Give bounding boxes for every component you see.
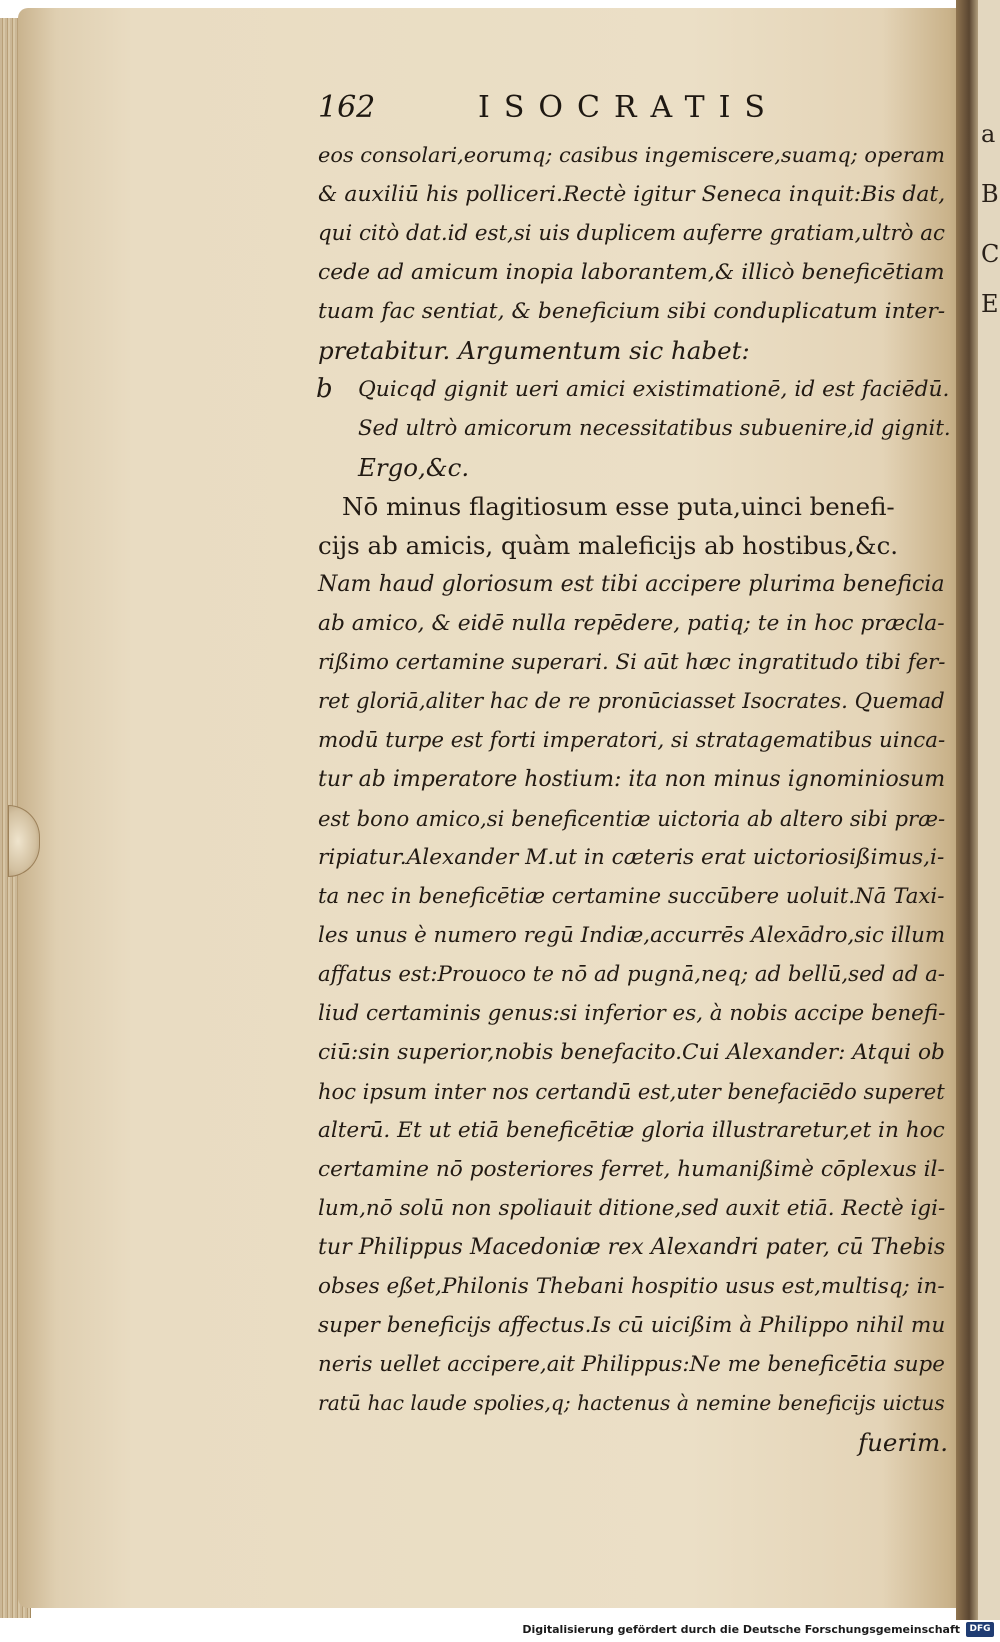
text-line xyxy=(318,955,958,994)
text-line xyxy=(318,526,958,565)
text-line xyxy=(318,994,958,1033)
text-line-content: tur Philippus Macedoniæ rex Alexandri pater, cū Thebis xyxy=(318,1234,946,1260)
text-line xyxy=(318,1228,958,1267)
facing-page-letter: E xyxy=(981,290,999,318)
text-line xyxy=(318,448,958,487)
dfg-logo: DFG xyxy=(966,1622,994,1637)
text-line-content: affatus est:Prouoco te nō ad pugnā,neq; ad bellū,sed ad a- xyxy=(318,962,945,987)
text-line xyxy=(318,877,958,916)
running-title: ISOCRATIS xyxy=(478,90,779,125)
text-line xyxy=(318,1072,958,1111)
text-line xyxy=(318,1267,958,1306)
text-line-content: pretabitur. Argumentum sic habet: xyxy=(318,336,750,365)
text-line xyxy=(318,1111,958,1150)
text-line xyxy=(318,409,958,448)
text-line xyxy=(318,292,958,331)
text-line-content: eos consolari,eorumq; casibus ingemiscere,suamq; operam xyxy=(318,143,945,167)
text-line xyxy=(318,1384,958,1423)
text-line-content: tur ab imperatore hostium: ita non minus ignominiosum xyxy=(318,767,946,792)
text-line-content: Ergo,&c. xyxy=(358,453,470,482)
text-line-content: & auxiliū his polliceri.Rectè igitur Seneca inquit:Bis dat, xyxy=(318,182,946,207)
text-line-content: liud certaminis genus:si inferior es, à nobis accipe benefi- xyxy=(318,1001,946,1026)
text-line xyxy=(318,604,958,643)
text-line-content: lum,nō solū non spoliauit ditione,sed auxit etiā. Rectè igi- xyxy=(318,1196,946,1221)
text-line-content: certamine nō posteriores ferret, humanißimè cōplexus il- xyxy=(318,1157,945,1182)
text-line-content: rißimo certamine superari. Si aūt hæc ingratitudo tibi fer- xyxy=(318,650,946,675)
text-line xyxy=(318,1423,958,1462)
facing-page-letter: B xyxy=(981,180,999,208)
text-line-content: obses eßet,Philonis Thebani hospitio usus est,multisq; in- xyxy=(318,1274,945,1299)
text-line xyxy=(318,760,958,799)
text-line-content: ta nec in beneficētiæ certamine succūbere uoluit.Nā Taxi- xyxy=(318,884,945,909)
text-line xyxy=(318,1345,958,1384)
text-line-content: qui citò dat.id est,si uis duplicem auferre gratiam,ultrò ac xyxy=(318,221,945,246)
page-number: 162 xyxy=(318,90,376,125)
text-line xyxy=(318,682,958,721)
text-line-content: alterū. Et ut etiā beneficētiæ gloria illustraretur,et in hoc xyxy=(318,1118,945,1143)
text-line-content: cede ad amicum inopia laborantem,& illicò beneficētiam xyxy=(318,260,945,285)
text-line xyxy=(318,136,958,175)
text-line xyxy=(318,565,958,604)
text-line-content: Nam haud gloriosum est tibi accipere plurima beneficia xyxy=(318,571,945,597)
facing-page-letter: a xyxy=(981,120,996,148)
text-line xyxy=(318,331,958,370)
text-line-content: cijs ab amicis, quàm maleficijs ab hostibus,&c. xyxy=(318,531,899,560)
text-line xyxy=(318,799,958,838)
text-line xyxy=(318,370,958,409)
text-line-content: Sed ultrò amicorum necessitatibus subuenire,id gignit. xyxy=(358,416,951,441)
text-line-content: tuam fac sentiat, & beneficium sibi conduplicatum inter- xyxy=(318,299,946,324)
text-line-content: ret gloriā,aliter hac de re pronūciasset Isocrates. Quemad xyxy=(318,689,945,714)
text-line xyxy=(318,1306,958,1345)
text-line xyxy=(318,838,958,877)
text-line-content: ripiatur.Alexander M.ut in cæteris erat uictoriosißimus,i- xyxy=(318,845,945,870)
text-line xyxy=(318,916,958,955)
text-line-content: modū turpe est forti imperatori, si stratagematibus uinca- xyxy=(318,728,946,753)
facing-page-letter: C xyxy=(981,240,1000,268)
text-line xyxy=(318,1150,958,1189)
text-line-content: ab amico, & eidē nulla repēdere, patiq; te in hoc præcla- xyxy=(318,611,945,636)
page-header xyxy=(318,86,938,136)
text-line xyxy=(318,721,958,760)
text-line-content: est bono amico,si beneficentiæ uictoria ab altero sibi præ- xyxy=(318,806,946,831)
text-line-content: ciū:sin superior,nobis benefacito.Cui Alexander: Atqui ob xyxy=(318,1040,945,1065)
text-line xyxy=(318,253,958,292)
text-line xyxy=(318,175,958,214)
text-line-content: super beneficijs affectus.Is cū uicißim à Philippo nihil mu xyxy=(318,1313,946,1338)
body-text xyxy=(318,136,958,1462)
text-line xyxy=(318,643,958,682)
text-line xyxy=(318,487,958,526)
text-line xyxy=(318,1033,958,1072)
text-line-content: les unus è numero regū Indiæ,accurrēs Alexādro,sic illum xyxy=(318,923,946,948)
syllogism-marker: b xyxy=(316,374,333,404)
text-line-content: Quicqd gignit ueri amici existimationē, id est faciēdū. xyxy=(358,377,950,402)
text-line xyxy=(318,214,958,253)
text-line-content: hoc ipsum inter nos certandū est,uter benefaciēdo superet xyxy=(318,1079,945,1104)
text-line-content: Nō minus flagitiosum esse puta,uinci benefi- xyxy=(342,492,895,521)
text-line-content: fuerim. xyxy=(858,1428,948,1457)
text-line-content: ratū hac laude spolies,q; hactenus à nemine beneficijs uictus xyxy=(318,1391,945,1415)
text-line-content: neris uellet accipere,ait Philippus:Ne me beneficētia supe xyxy=(318,1352,945,1377)
text-line xyxy=(318,1189,958,1228)
funding-credit: Digitalisierung gefördert durch die Deutsche Forschungsgemeinschaft xyxy=(522,1623,960,1636)
